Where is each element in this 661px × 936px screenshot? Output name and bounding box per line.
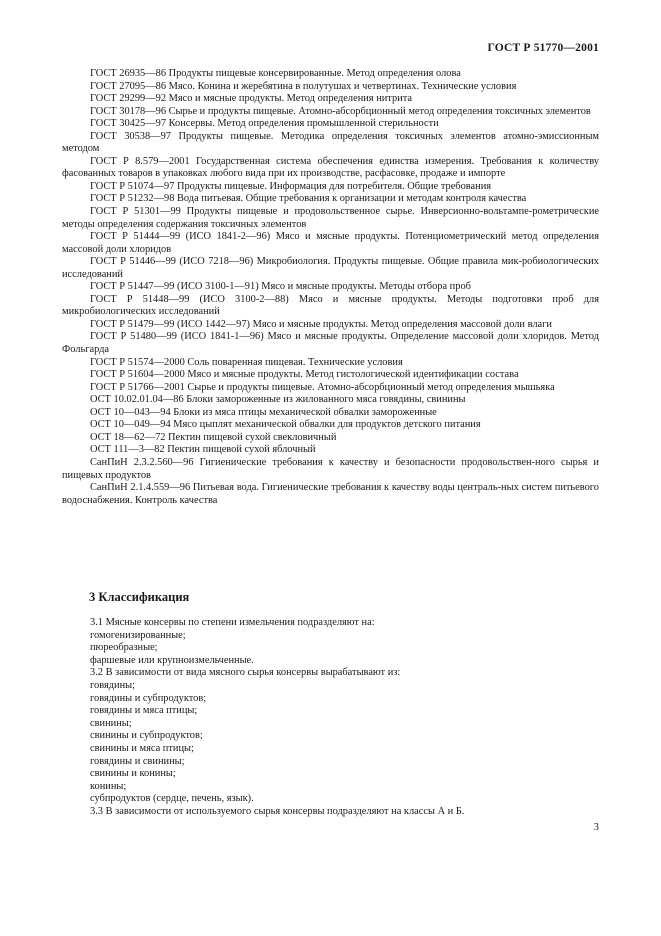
reference-item: ОСТ 10.02.01.04—86 Блоки замороженные из жилованного мяса говядины, свинины bbox=[90, 394, 466, 406]
document-number-header: ГОСТ Р 51770—2001 bbox=[487, 42, 599, 54]
reference-item: ГОСТ Р 51448—99 (ИСО 3100-2—88) Мясо и мясные продукты. Методы подготовки проб для микробиологических исследований bbox=[62, 293, 599, 318]
reference-item: ГОСТ Р 51232—98 Вода питьевая. Общие требования к организации и методам контроля качества bbox=[90, 193, 527, 205]
reference-item: ГОСТ Р 51074—97 Продукты пищевые. Информация для потребителя. Общие требования bbox=[90, 180, 492, 192]
list-item: свинины и субпродуктов; bbox=[90, 730, 203, 742]
list-item: говядины; bbox=[90, 679, 136, 691]
list-item: свинины и конины; bbox=[90, 768, 176, 780]
reference-item: ОСТ 111—3—82 Пектин пищевой сухой яблочный bbox=[90, 444, 316, 456]
page-number: 3 bbox=[593, 822, 599, 833]
reference-item: ОСТ 10—043—94 Блоки из мяса птицы механической обвалки замороженные bbox=[90, 406, 437, 418]
reference-item: ОСТ 10—049—94 Мясо цыплят механической обвалки для продуктов детского питания bbox=[90, 419, 481, 431]
reference-item: ГОСТ Р 8.579—2001 Государственная система обеспечения единства измерения. Требования к количеству фасованных товаров в упаковках любого вида при их производстве, расфасовке, продаже и импорте bbox=[62, 155, 599, 180]
reference-item: ГОСТ 30425—97 Консервы. Метод определения промышленной стерильности bbox=[90, 118, 439, 130]
reference-item: ГОСТ Р 51301—99 Продукты пищевые и продовольственное сырье. Инверсионно-вольтампе-рометрические методы определения содержания токсичных элементов bbox=[62, 206, 599, 230]
reference-item: ГОСТ Р 51480—99 (ИСО 1841-1—96) Мясо и мясные продукты. Определение массовой доли хлоридов. Метод Фольгарда bbox=[62, 331, 599, 356]
reference-item: СанПиН 2.1.4.559—96 Питьевая вода. Гигиенические требования к качеству воды централь-ных систем питьевого водоснабжения. Контроль качества bbox=[62, 482, 599, 506]
normative-references-list bbox=[62, 68, 599, 507]
reference-item: ГОСТ Р 51444—99 (ИСО 1841-2—96) Мясо и мясные продукты. Потенциометрический метод определения массовой доли хлоридов bbox=[62, 231, 599, 255]
classification-list bbox=[62, 617, 599, 819]
clause-3-2: 3.2 В зависимости от вида мясного сырья консервы вырабатывают из: bbox=[90, 667, 401, 679]
list-item: говядины и субпродуктов; bbox=[90, 692, 207, 704]
reference-item: ГОСТ Р 51766—2001 Сырье и продукты пищевые. Атомно-абсорбционный метод определения мышьяка bbox=[90, 381, 555, 393]
reference-item: ГОСТ 26935—86 Продукты пищевые консервированные. Метод определения олова bbox=[90, 68, 461, 79]
reference-item: ГОСТ 30178—96 Сырье и продукты пищевые. Атомно-абсорбционный метод определения токсичных элементов bbox=[90, 105, 591, 117]
list-item: фаршевые или крупноизмельченные. bbox=[90, 654, 254, 666]
reference-item: СанПиН 2.3.2.560—96 Гигиенические требования к качеству и безопасности продовольствен-ного сырья и пищевых продуктов bbox=[62, 456, 599, 481]
list-item: пюреобразные; bbox=[90, 642, 158, 654]
list-item: свинины; bbox=[90, 717, 132, 729]
reference-item: ГОСТ Р 51447—99 (ИСО 3100-1—91) Мясо и мясные продукты. Методы отбора проб bbox=[90, 281, 471, 293]
list-item: говядины и мяса птицы; bbox=[90, 705, 198, 717]
list-item: свинины и мяса птицы; bbox=[90, 742, 194, 754]
list-item: говядины и свинины; bbox=[90, 755, 185, 767]
reference-item: ГОСТ Р 51446—99 (ИСО 7218—96) Микробиология. Продукты пищевые. Общие правила мик-робиологических исследований bbox=[62, 256, 599, 280]
reference-item: ГОСТ Р 51574—2000 Соль поваренная пищевая. Технические условия bbox=[90, 356, 403, 368]
clause-3-3: 3.3 В зависимости от используемого сырья консервы подразделяют на классы А и Б. bbox=[90, 805, 465, 817]
reference-item: ГОСТ Р 51604—2000 Мясо и мясные продукты. Метод гистологической идентификации состава bbox=[90, 369, 519, 381]
reference-item: ГОСТ 29299—92 Мясо и мясные продукты. Метод определения нитрита bbox=[90, 93, 413, 105]
list-item: конины; bbox=[90, 780, 127, 792]
list-item: субпродуктов (сердце, печень, язык). bbox=[90, 793, 254, 805]
clause-3-1: 3.1 Мясные консервы по степени измельчения подразделяют на: bbox=[90, 617, 375, 628]
reference-item: ГОСТ 27095—86 Мясо. Конина и жеребятина в полутушах и четвертинах. Технические условия bbox=[90, 80, 517, 92]
section-heading: 3 Классификация bbox=[89, 590, 190, 604]
reference-item: ГОСТ Р 51479—99 (ИСО 1442—97) Мясо и мясные продукты. Метод определения массовой доли влаги bbox=[90, 318, 552, 330]
list-item: гомогенизированные; bbox=[90, 629, 186, 641]
reference-item: ГОСТ 30538—97 Продукты пищевые. Методика определения токсичных элементов атомно-эмиссионным методом bbox=[62, 130, 599, 155]
reference-item: ОСТ 18—62—72 Пектин пищевой сухой свекловичный bbox=[90, 431, 337, 443]
